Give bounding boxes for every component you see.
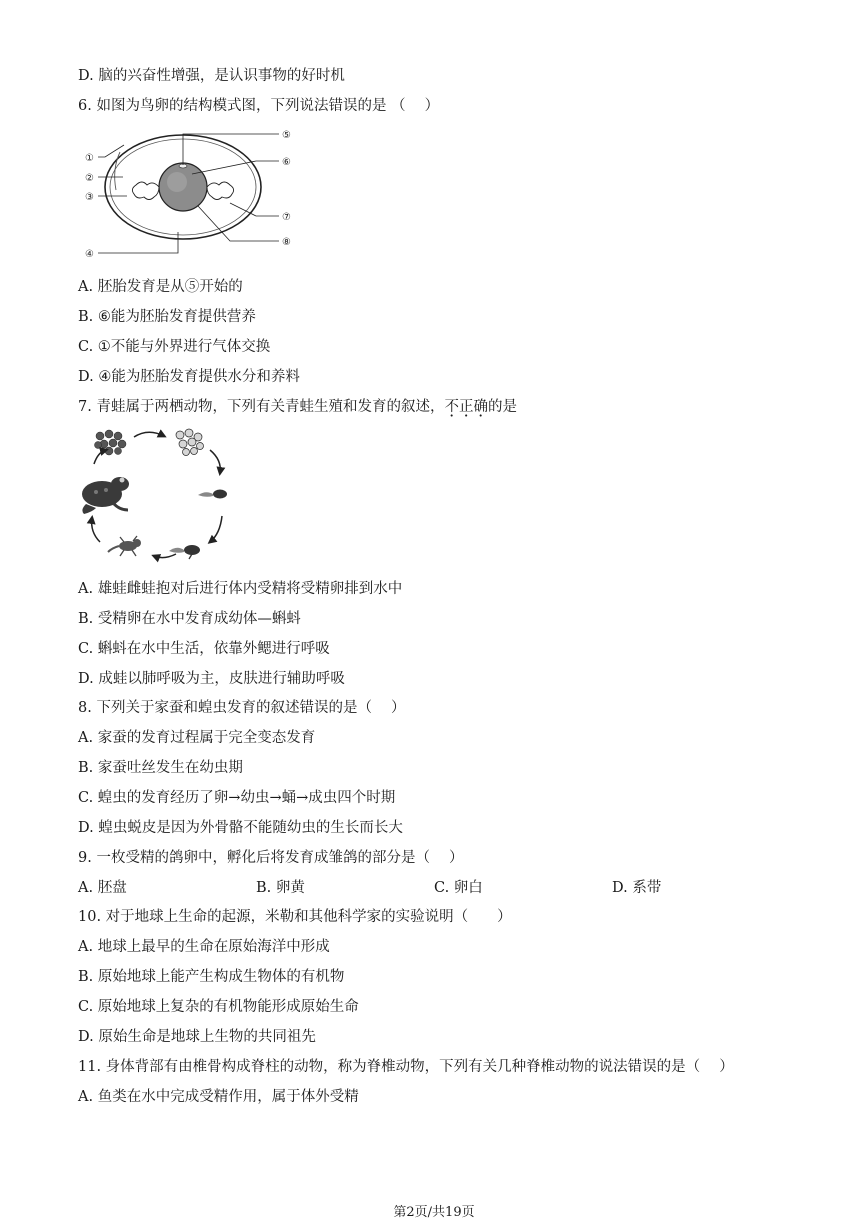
q7-option-d: D. 成蛙以肺呼吸为主，皮肤进行辅助呼吸: [78, 671, 345, 687]
emphasis-char: 正: [458, 399, 474, 415]
q10-option-c: C. 原始地球上复杂的有机物能形成原始生命: [78, 999, 359, 1015]
label-1: ①: [85, 153, 94, 164]
q6-option-a: A. 胚胎发育是从⑤开始的: [78, 279, 243, 295]
label-4: ④: [85, 249, 94, 260]
q6-option-c: C. ①不能与外界进行气体交换: [78, 339, 271, 355]
label-7: ⑦: [282, 212, 291, 223]
q7-stem-after: 的是: [487, 399, 517, 415]
emphasis-char: 确: [473, 399, 488, 415]
tadpole-legs-icon: [169, 545, 200, 559]
q9-option-d: D. 系带: [612, 880, 662, 896]
q11-stem: 11. 身体背部有由椎骨构成脊柱的动物，称为脊椎动物，下列有关几种脊椎动物的说法错误的是（ ）: [78, 1059, 734, 1075]
q7-option-c: C. 蝌蚪在水中生活，依靠外鳃进行呼吸: [78, 641, 330, 657]
q10-option-b: B. 原始地球上能产生构成生物体的有机物: [78, 969, 345, 985]
q6-stem: 6. 如图为鸟卵的结构模式图，下列说法错误的是 （ ）: [78, 98, 440, 114]
q9-option-c: C. 卵白: [434, 880, 483, 896]
q8-stem: 8. 下列关于家蚕和蝗虫发育的叙述错误的是（ ）: [78, 700, 406, 716]
adult-frog-icon: [82, 477, 129, 514]
hatching-eggs-icon: [176, 429, 204, 456]
page-number: 第2页/共19页: [393, 1205, 475, 1220]
label-6: ⑥: [282, 157, 291, 168]
froglet-icon: [108, 536, 141, 556]
frog-life-cycle-diagram: [76, 420, 236, 568]
label-3: ③: [85, 192, 94, 203]
q8-option-a: A. 家蚕的发育过程属于完全变态发育: [78, 730, 316, 746]
q6-option-d: D. ④能为胚胎发育提供水分和养料: [78, 369, 300, 385]
q10-option-d: D. 原始生命是地球上生物的共同祖先: [78, 1029, 316, 1045]
q9-option-b: B. 卵黄: [256, 880, 305, 896]
q7-option-b: B. 受精卵在水中发育成幼体—蝌蚪: [78, 611, 301, 627]
label-5: ⑤: [282, 130, 291, 141]
q10-stem: 10. 对于地球上生命的起源，米勒和其他科学家的实验说明（ ）: [78, 909, 512, 925]
q5-option-d: D. 脑的兴奋性增强，是认识事物的好时机: [78, 68, 345, 84]
label-8: ⑧: [282, 237, 291, 248]
q7-option-a: A. 雄蛙雌蛙抱对后进行体内受精将受精卵排到水中: [78, 581, 403, 597]
q8-option-c: C. 蝗虫的发育经历了卵→幼虫→蛹→成虫四个时期: [78, 790, 396, 806]
q7-stem-before: 7. 青蛙属于两栖动物，下列有关青蛙生殖和发育的叙述，: [78, 399, 445, 415]
q9-stem: 9. 一枚受精的鸽卵中，孵化后将发育成雏鸽的部分是（ ）: [78, 850, 464, 866]
q7-stem: [78, 397, 517, 417]
tadpole-icon: [198, 490, 227, 499]
emphasis-char: 不: [444, 399, 459, 415]
q11-option-a: A. 鱼类在水中完成受精作用，属于体外受精: [78, 1089, 359, 1105]
q6-option-b: B. ⑥能为胚胎发育提供营养: [78, 309, 256, 325]
egg-structure-diagram: [80, 124, 310, 264]
label-2: ②: [85, 173, 94, 184]
frog-eggs-icon: [95, 430, 127, 455]
q8-option-b: B. 家蚕吐丝发生在幼虫期: [78, 760, 243, 776]
q8-option-d: D. 蝗虫蜕皮是因为外骨骼不能随幼虫的生长而长大: [78, 820, 403, 836]
q9-option-a: A. 胚盘: [78, 880, 127, 896]
q10-option-a: A. 地球上最早的生命在原始海洋中形成: [78, 939, 330, 955]
